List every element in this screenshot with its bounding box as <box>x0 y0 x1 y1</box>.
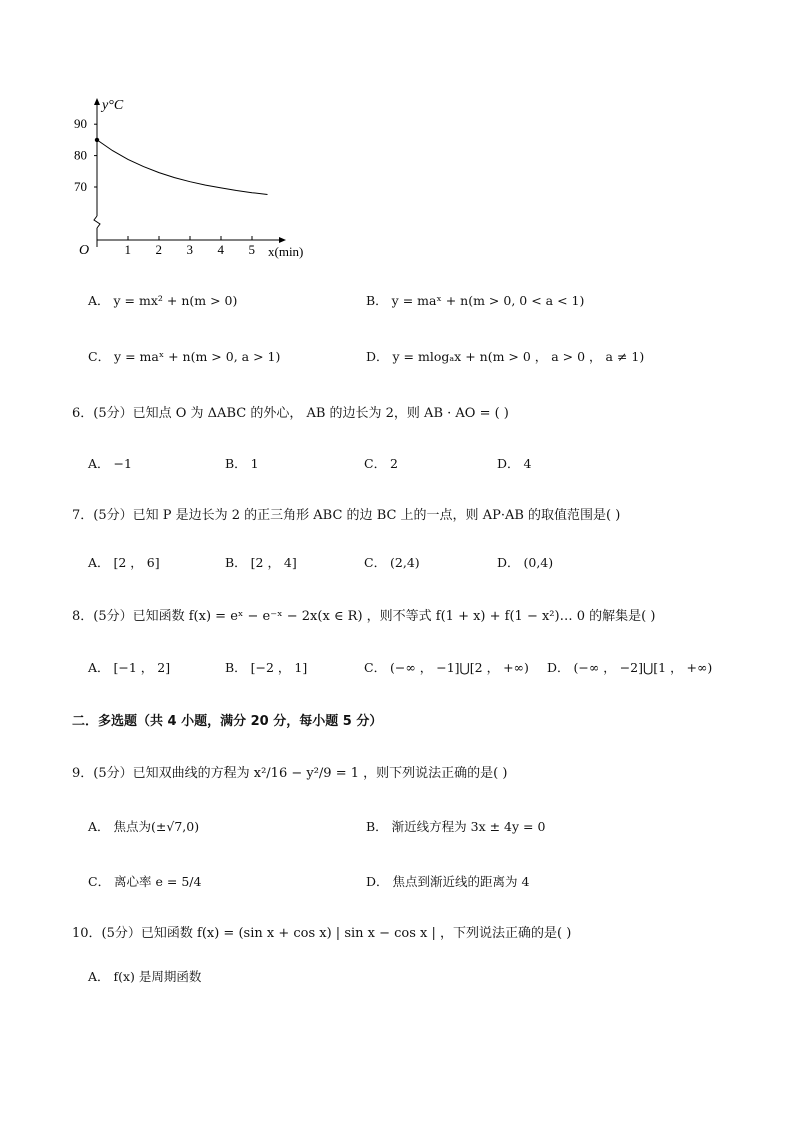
q5-option-c[interactable]: C． y = maˣ + n(m > 0, a > 1) <box>88 349 281 364</box>
y-axis-label <box>100 98 124 113</box>
x-tick-label: 2 <box>155 242 162 257</box>
y-tick-group <box>74 116 97 194</box>
q8-option-d[interactable]: D． (−∞ ， −2]⋃[1 ， +∞) <box>547 660 713 675</box>
start-point <box>95 138 99 142</box>
origin-label: O <box>79 243 90 258</box>
q6-option-b[interactable]: B． 1 <box>225 456 259 471</box>
q8-option-a[interactable]: A． [−1 ， 2] <box>88 660 171 675</box>
y-axis-arrow <box>94 98 100 105</box>
q8-stem: 8．(5分）已知函数 f(x) = eˣ − e⁻ˣ − 2x(x ∈ R) ，则不等式 f(1 + x) + f(1 − x²)… 0 的解集是( ) <box>72 609 656 624</box>
q7-stem: 7．(5分）已知 P 是边长为 2 的正三角形 ABC 的边 BC 上的一点，则 AP·AB 的取值范围是( ) <box>72 508 621 523</box>
q9-option-c[interactable]: C． 离心率 e = 5/4 <box>88 874 202 889</box>
q7-option-c[interactable]: C． (2,4) <box>364 555 420 570</box>
q5-option-a[interactable]: A． y = mx² + n(m > 0) <box>88 293 238 308</box>
x-tick-group <box>125 236 256 257</box>
q8-option-c[interactable]: C． (−∞ ， −1]⋃[2 ， +∞) <box>364 660 529 675</box>
q10-option-a[interactable]: A． f(x) 是周期函数 <box>88 969 202 984</box>
q6-stem: 6．(5分）已知点 O 为 ΔABC 的外心， AB 的边长为 2，则 AB · AO = ( ) <box>72 406 509 421</box>
y-tick-label: 80 <box>74 147 87 163</box>
q6-option-d[interactable]: D． 4 <box>497 456 532 471</box>
q9-option-d[interactable]: D． 焦点到渐近线的距离为 4 <box>366 874 530 889</box>
axis-break-mark <box>94 216 100 228</box>
data-series-line <box>97 140 268 195</box>
q9-option-a[interactable]: A． 焦点为(±√7,0) <box>88 819 200 834</box>
q6-option-a[interactable]: A． −1 <box>88 456 132 471</box>
q5-option-b[interactable]: B． y = maˣ + n(m > 0, 0 < a < 1) <box>366 293 585 308</box>
q5-option-d[interactable]: D． y = mlogₐx + n(m > 0 ， a > 0 ， a ≠ 1) <box>366 349 645 364</box>
q7-option-b[interactable]: B． [2 ， 4] <box>225 555 297 570</box>
q7-option-a[interactable]: A． [2 ， 6] <box>88 555 160 570</box>
q8-option-b[interactable]: B． [−2 ， 1] <box>225 660 308 675</box>
x-tick-label: 1 <box>124 242 131 257</box>
q7-option-d[interactable]: D． (0,4) <box>497 555 554 570</box>
x-axis-label: x(min) <box>268 244 304 259</box>
cooling-chart <box>70 92 320 267</box>
y-tick-label: 90 <box>74 116 87 132</box>
q9-stem: 9．(5分）已知双曲线的方程为 x²/16 − y²/9 = 1 ，则下列说法正确的是( ) <box>72 766 508 781</box>
q10-stem: 10．(5分）已知函数 f(x) = (sin x + cos x) | sin x − cos x | ，下列说法正确的是( ) <box>72 926 572 941</box>
x-axis-arrow <box>279 237 286 243</box>
q6-option-c[interactable]: C． 2 <box>364 456 398 471</box>
q9-option-b[interactable]: B． 渐近线方程为 3x ± 4y = 0 <box>366 819 546 834</box>
section-heading-multiple-choice: 二．多选题（共 4 小题，满分 20 分，每小题 5 分） <box>72 714 383 729</box>
y-tick-label: 70 <box>74 179 87 194</box>
y-axis-label-text: y°C <box>102 98 124 113</box>
x-tick-label: 5 <box>248 242 255 257</box>
x-tick-label: 4 <box>217 242 224 257</box>
x-tick-label: 3 <box>186 242 193 257</box>
